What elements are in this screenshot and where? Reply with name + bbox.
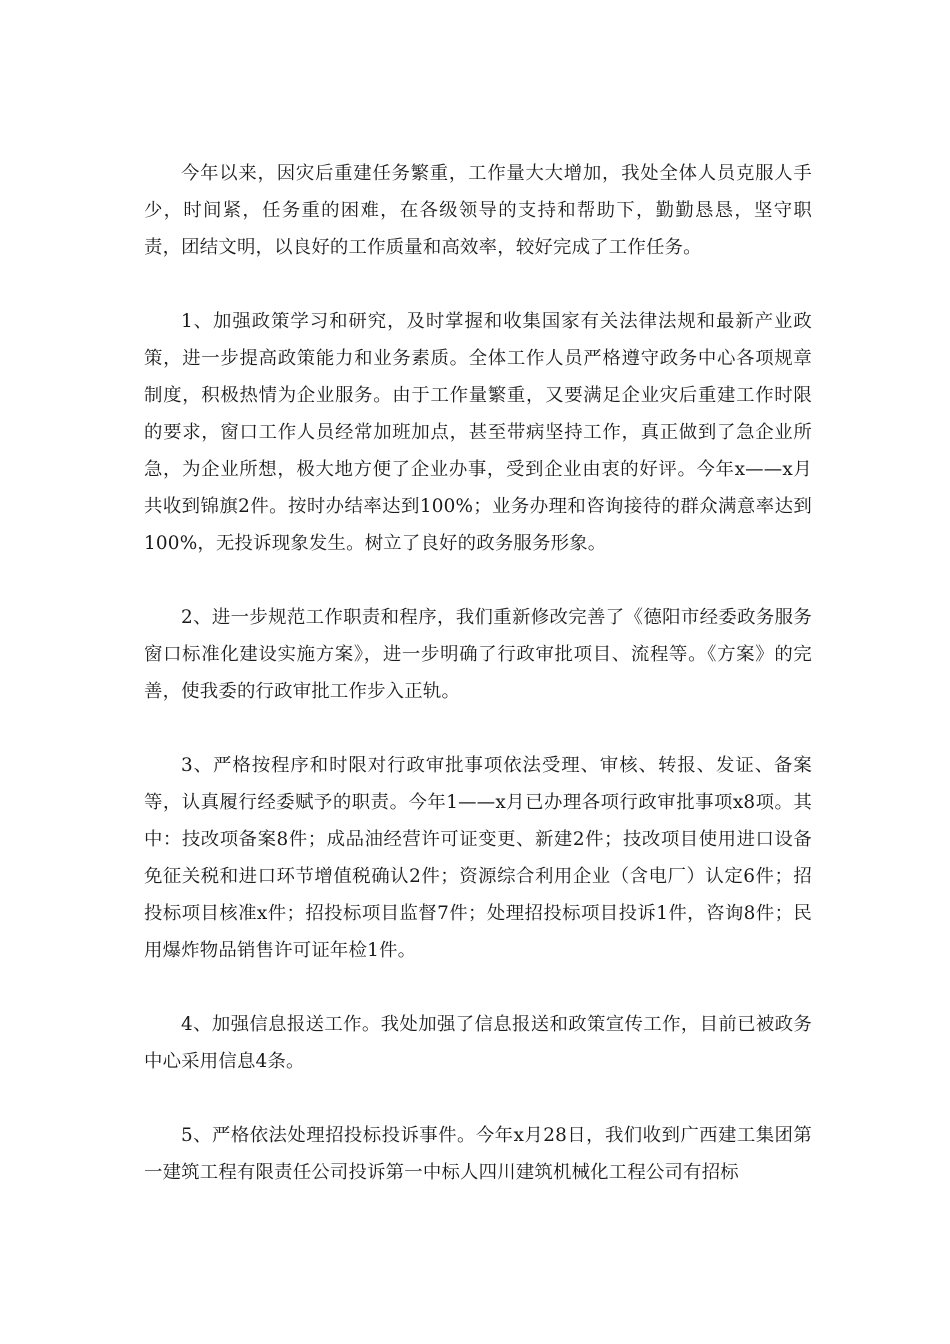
- document-body: [144, 155, 812, 1191]
- paragraph-gap: [144, 562, 812, 599]
- paragraph-gap: [144, 266, 812, 303]
- paragraph-item-3: 3、严格按程序和时限对行政审批事项依法受理、审核、转报、发证、备案等，认真履行经委赋予的职责。今年1——x月已办理各项行政审批事项x8项。其中：技改项备案8件；成品油经营许可证变更、新建2件；技改项目使用进口设备免征关税和进口环节增值税确认2件；资源综合利用企业（含电厂）认定6件；招投标项目核准x件；招投标项目监督7件；处理招投标项目投诉1件，咨询8件；民用爆炸物品销售许可证年检1件。: [144, 755, 812, 961]
- paragraph-intro: 今年以来，因灾后重建任务繁重，工作量大大增加，我处全体人员克服人手少，时间紧，任务重的困难，在各级领导的支持和帮助下，勤勤恳恳，坚守职责，团结文明，以良好的工作质量和高效率，较好完成了工作任务。: [144, 163, 812, 258]
- paragraph-item-4: 4、加强信息报送工作。我处加强了信息报送和政策宣传工作，目前已被政务中心采用信息4条。: [144, 1014, 812, 1072]
- paragraph-gap: [144, 1080, 812, 1117]
- paragraph-gap: [144, 969, 812, 1006]
- paragraph-gap: [144, 710, 812, 747]
- paragraph-item-2: 2、进一步规范工作职责和程序，我们重新修改完善了《德阳市经委政务服务窗口标准化建设实施方案》，进一步明确了行政审批项目、流程等。《方案》的完善，使我委的行政审批工作步入正轨。: [144, 607, 812, 702]
- paragraph-item-1: 1、加强政策学习和研究，及时掌握和收集国家有关法律法规和最新产业政策，进一步提高政策能力和业务素质。全体工作人员严格遵守政务中心各项规章制度，积极热情为企业服务。由于工作量繁重，又要满足企业灾后重建工作时限的要求，窗口工作人员经常加班加点，甚至带病坚持工作，真正做到了急企业所急，为企业所想，极大地方便了企业办事，受到企业由衷的好评。今年x——x月共收到锦旗2件。按时办结率达到100%；业务办理和咨询接待的群众满意率达到100%，无投诉现象发生。树立了良好的政务服务形象。: [144, 311, 812, 554]
- paragraph-item-5: 5、严格依法处理招投标投诉事件。今年x月28日，我们收到广西建工集团第一建筑工程有限责任公司投诉第一中标人四川建筑机械化工程公司有招标: [144, 1125, 812, 1183]
